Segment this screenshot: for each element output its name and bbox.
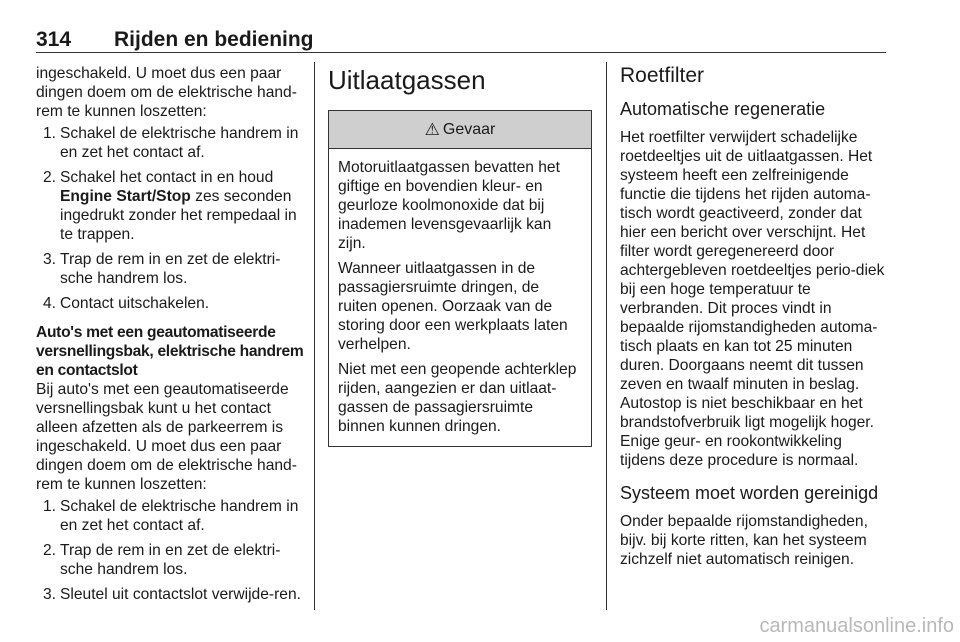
subsection-heading: Automatische regeneratie (620, 99, 826, 119)
chapter-title: Rijden en bediening (114, 28, 314, 51)
paragraph: Bij auto's met een geautomatiseerde versnellingsbak kunt u het contact alleen afzetten als de parkeerrem is ingeschakeld. U moet dus een paar dingen doem om de elektrische hand-rem te kunnen loszetten: (36, 381, 297, 493)
list-item: 2. Trap de rem in en zet de elektri-sche handrem los. (43, 542, 281, 578)
section-heading: Uitlaatgassen (328, 65, 486, 95)
steps-list-2 (36, 497, 304, 604)
warning-body (329, 149, 591, 446)
column-divider-2 (606, 62, 607, 610)
watermark: carmanualsonline.info (759, 615, 954, 637)
engine-start-stop-label: Engine Start/Stop (60, 188, 191, 205)
warning-header (329, 111, 591, 149)
paragraph: Het roetfilter verwijdert schadelijke roetdeeltjes uit de uitlaatgassen. Het systeem heeft een zelfreinigende functie die tijdens het rijden automa-tisch wordt geactiveerd, zonder dat hier een bericht over verschijnt. Het filter wordt geregenereerd door achtergebleven roetdeeltjes perio-diek bij een hoge temperatuur te verbranden. Dit proces vindt in bepaalde rijomstandigheden automa-tisch plaats en kan tot 25 minuten duren. Doorgaans neemt dit tussen zeven en twaalf minuten in beslag. Autostop is niet beschikbaar en het brandstofverbruik ligt mogelijk hoger. Enige geur- en rookontwikkeling tijdens deze procedure is normaal. (620, 129, 885, 469)
warning-paragraph: Niet met een geopende achterklep rijden, aangezien er dan uitlaat-gassen de passagiersruimte binnen kunnen dringen. (338, 361, 577, 435)
intro-paragraph: ingeschakeld. U moet dus een paar dingen doem om de elektrische hand-rem te kunnen loszetten: (36, 65, 297, 120)
list-item: 1. Schakel de elektrische handrem in en zet het contact af. (43, 498, 299, 534)
column-middle (328, 64, 592, 447)
warning-box (328, 110, 592, 447)
list-item: 3. Trap de rem in en zet de elektri-sche handrem los. (43, 251, 281, 287)
warning-paragraph: Motoruitlaatgassen bevatten het giftige en bovendien kleur- en geurloze koolmonoxide dat bij inademen levensgevaarlijk kan zijn. (338, 159, 560, 252)
section-heading: Roetfilter (620, 64, 705, 87)
steps-list-1 (36, 124, 304, 313)
column-right (620, 64, 890, 569)
list-item: 3. Sleutel uit contactslot verwijde-ren. (43, 586, 301, 603)
column-left (36, 64, 304, 610)
list-item: 1. Schakel de elektrische handrem in en zet het contact af. (43, 125, 299, 161)
warning-title: Gevaar (442, 121, 496, 138)
list-item: 4. Contact uitschakelen. (43, 295, 210, 312)
page-header (36, 28, 886, 53)
section-subheading: Auto's met een geautomatiseerde versnellingsbak, elektrische handrem en contactslot (36, 324, 304, 379)
warning-triangle-icon: ⚠ (424, 120, 440, 139)
column-divider-1 (314, 62, 315, 610)
paragraph: Onder bepaalde rijomstandigheden, bijv. bij korte ritten, kan het systeem zichzelf niet automatisch reinigen. (620, 513, 868, 568)
warning-paragraph: Wanneer uitlaatgassen in de passagiersruimte dringen, de ruiten openen. Oorzaak van de storing door een werkplaats laten verhelpen. (338, 260, 568, 353)
page-number: 314 (36, 28, 72, 51)
subsection-heading: Systeem moet worden gereinigd (620, 483, 879, 503)
list-item: 2. Schakel het contact in en houd Engine Start/Stop zes seconden ingedrukt zonder het rempedaal in te trappen. (43, 169, 297, 243)
